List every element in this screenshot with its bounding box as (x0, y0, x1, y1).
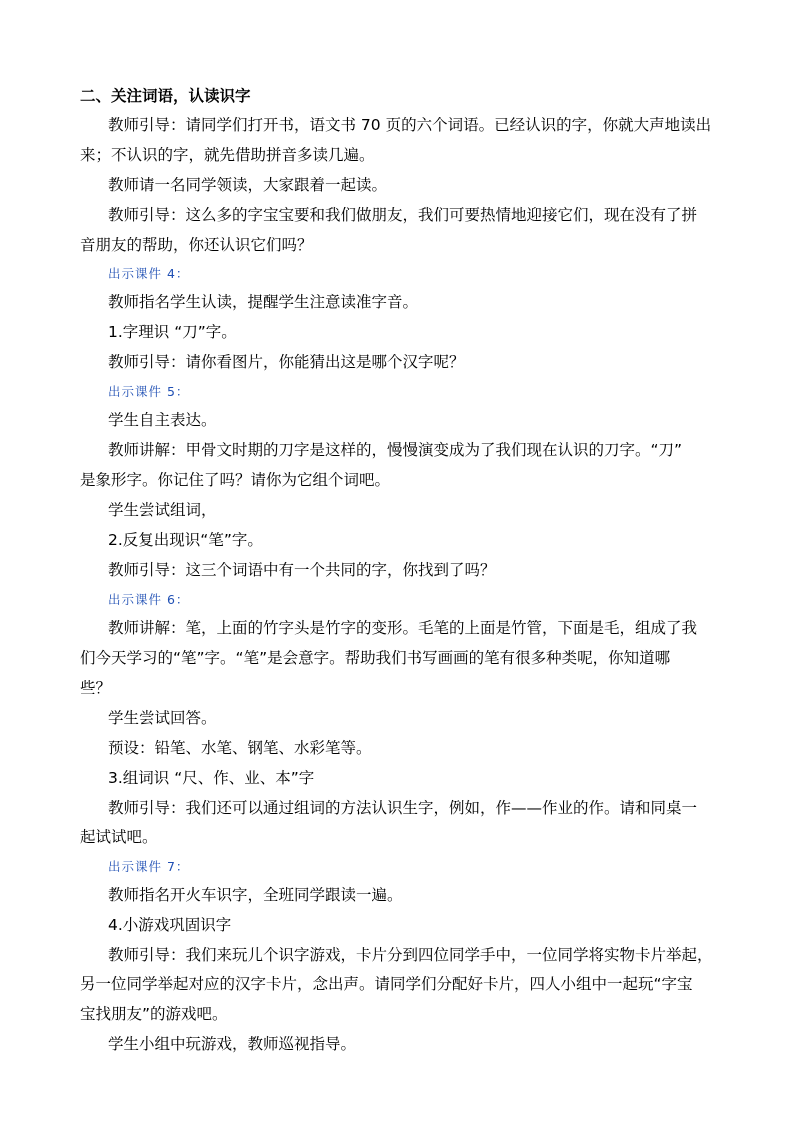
paragraph-text: 学生自主表达。 (108, 411, 217, 429)
paragraph-text: 们今天学习的“笔”字。“笔”是会意字。帮助我们书写画画的笔有很多种类呢，你知道哪 (80, 649, 671, 667)
paragraph-text: 是象形字。你记住了吗？请你为它组个词吧。 (80, 471, 391, 489)
paragraph-text: 教师引导：这么多的字宝宝要和我们做朋友，我们可要热情地迎接它们，现在没有了拼 (108, 206, 698, 224)
paragraph-text: 预设：铅笔、水笔、钢笔、水彩笔等。 (108, 739, 372, 757)
paragraph-text: 教师引导：我们来玩儿个识字游戏，卡片分到四位同学手中，一位同学将实物卡片举起， (108, 946, 713, 964)
paragraph-text: 教师引导：请你看图片，你能猜出这是哪个汉字呢？ (108, 353, 465, 371)
subheading: 2.反复出现识“笔”字。 (108, 531, 263, 549)
paragraph-text: 教师指名开火车识字，全班同学跟读一遍。 (108, 886, 403, 904)
paragraph-text: 教师引导：我们还可以通过组词的方法认识生字，例如，作——作业的作。请和同桌一 (108, 799, 698, 817)
subheading: 3.组词识 “尺、作、业、本”字 (108, 769, 315, 787)
subheading: 4.小游戏巩固识字 (108, 916, 232, 934)
paragraph-text: 音朋友的帮助，你还认识它们吗？ (80, 236, 313, 254)
paragraph-text: 教师讲解：甲骨文时期的刀字是这样的，慢慢演变成为了我们现在认识的刀字。“刀” (108, 441, 683, 459)
paragraph-text: 教师指名学生认读，提醒学生注意读准字音。 (108, 293, 419, 311)
slide-cue: 出示课件 6： (108, 592, 190, 607)
paragraph-text: 教师请一名同学领读，大家跟着一起读。 (108, 176, 388, 194)
paragraph-text: 教师讲解：笔，上面的竹字头是竹字的变形。毛笔的上面是竹管，下面是毛，组成了我 (108, 619, 698, 637)
section-heading: 二、关注词语，认读识字 (80, 87, 251, 105)
paragraph-text: 学生尝试组词， (108, 501, 217, 519)
paragraph-text: 来；不认识的字，就先借助拼音多读几遍。 (80, 146, 375, 164)
paragraph-text: 学生尝试回答。 (108, 709, 217, 727)
paragraph-text: 些？ (80, 679, 112, 697)
paragraph-text: 学生小组中玩游戏，教师巡视指导。 (108, 1035, 357, 1053)
paragraph-text: 教师引导：请同学们打开书，语文书 70 页的六个词语。已经认识的字，你就大声地读出 (108, 116, 712, 134)
slide-cue: 出示课件 7： (108, 859, 190, 874)
slide-cue: 出示课件 4： (108, 266, 190, 281)
slide-cue: 出示课件 5： (108, 384, 190, 399)
paragraph-text: 宝找朋友”的游戏吧。 (80, 1005, 228, 1023)
paragraph-text: 教师引导：这三个词语中有一个共同的字，你找到了吗？ (108, 561, 496, 579)
paragraph-text: 另一位同学举起对应的汉字卡片，念出声。请同学们分配好卡片，四人小组中一起玩“字宝 (80, 975, 693, 993)
paragraph-text: 起试试吧。 (80, 828, 158, 846)
subheading: 1.字理识 “刀”字。 (108, 323, 237, 341)
